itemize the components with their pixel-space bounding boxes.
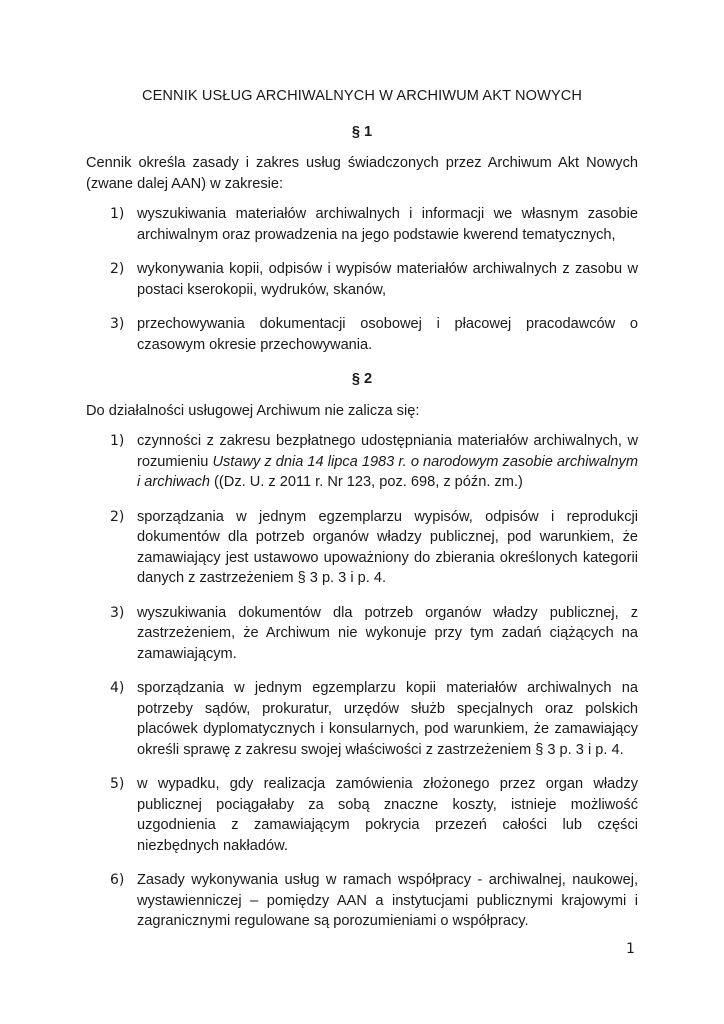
list-item (86, 870, 638, 932)
section-1-heading: § 1 (351, 123, 373, 140)
list-item-text: wykonywania kopii, odpisów i wypisów materiałów archiwalnych z zasobu w postaci kserokopii, wydruków, skanów, (137, 261, 638, 298)
list-item-number: 6) (110, 872, 125, 888)
section-2-intro: Do działalności usługowej Archiwum nie zalicza się: (86, 402, 420, 419)
list-item-text: wyszukiwania dokumentów dla potrzeb organów władzy publicznej, z zastrzeżeniem, że Archiwum nie wykonuje przy tym zadań ciążących na zamawiającym. (137, 604, 638, 662)
list-item (86, 204, 638, 245)
statute-reference: Ustawy z dnia 14 lipca 1983 r. o narodowym zasobie archiwalnym i archiwach (137, 453, 638, 490)
list-item (86, 603, 638, 665)
list-item-text-part: czynności z zakresu bezpłatnego udostępniania materiałów archiwalnych, w rozumieniu (137, 433, 638, 470)
list-item-text: sporządzania w jednym egzemplarzu kopii materiałów archiwalnych na potrzeby sądów, prokuratur, urzędów służb specjalnych oraz polskich placówek dyplomatycznych i konsularnych, pod warunkiem, że zamawiający określi sprawę z zakresu swojej właściwości z zastrzeżeniem § 3 p. 3 i p. 4. (137, 680, 638, 758)
list-item-text: Zasady wykonywania usług w ramach współpracy - archiwalnej, naukowej, wystawienniczej – pomiędzy AAN a instytucjami publicznymi krajowymi i zagranicznymi regulowane są porozumieniami o współpracy. (137, 872, 638, 929)
list-item-text: w wypadku, gdy realizacja zamówienia złożonego przez organ władzy publicznej pociągałaby za sobą znaczne koszty, istnieje możliwość uzgodnienia z zamawiającym pokrycia przezeń całości lub części niezbędnych nakładów. (137, 776, 638, 854)
list-item (86, 259, 638, 300)
section-1-list (86, 204, 638, 355)
list-item-number: 3) (110, 604, 125, 621)
list-item-number: 2) (110, 261, 125, 277)
section-1-intro: Cennik określa zasady i zakres usług świadczonych przez Archiwum Akt Nowych (zwane dalej AAN) w zakresie: (86, 155, 638, 192)
list-item (86, 774, 638, 856)
list-item-text: sporządzania w jednym egzemplarzu wypisów, odpisów i reprodukcji dokumentów dla potrzeb organów władzy publicznej, pod warunkiem, że zamawiający jest ustawowo upoważniony do zbierania określonych kategorii danych z zastrzeżeniem § 3 p. 3 i p. 4. (137, 508, 638, 586)
document-page (86, 86, 638, 946)
list-item (86, 507, 638, 589)
list-item-number: 5) (110, 776, 125, 792)
list-item (86, 314, 638, 355)
document-title: CENNIK USŁUG ARCHIWALNYCH W ARCHIWUM AKT NOWYCH (141, 88, 583, 104)
page-number: 1 (626, 941, 635, 957)
section-2-heading: § 2 (351, 371, 373, 387)
list-item-number: 3) (110, 316, 125, 332)
list-item-number: 1) (110, 206, 125, 222)
list-item-number: 4) (110, 680, 125, 696)
list-item (86, 431, 638, 493)
list-item (86, 678, 638, 760)
list-item-text: wyszukiwania materiałów archiwalnych i informacji we własnym zasobie archiwalnym oraz prowadzenia na jego podstawie kwerend tematycznych, (137, 206, 638, 243)
list-item-number: 1) (110, 433, 125, 449)
list-item-text-part: ((Dz. U. z 2011 r. Nr 123, poz. 698, z późn. zm.) (210, 474, 523, 490)
list-item-text (137, 433, 638, 490)
list-item-text: przechowywania dokumentacji osobowej i płacowej pracodawców o czasowym okresie przechowywania. (137, 316, 638, 353)
list-item-number: 2) (110, 508, 125, 525)
section-2-list (86, 431, 638, 932)
